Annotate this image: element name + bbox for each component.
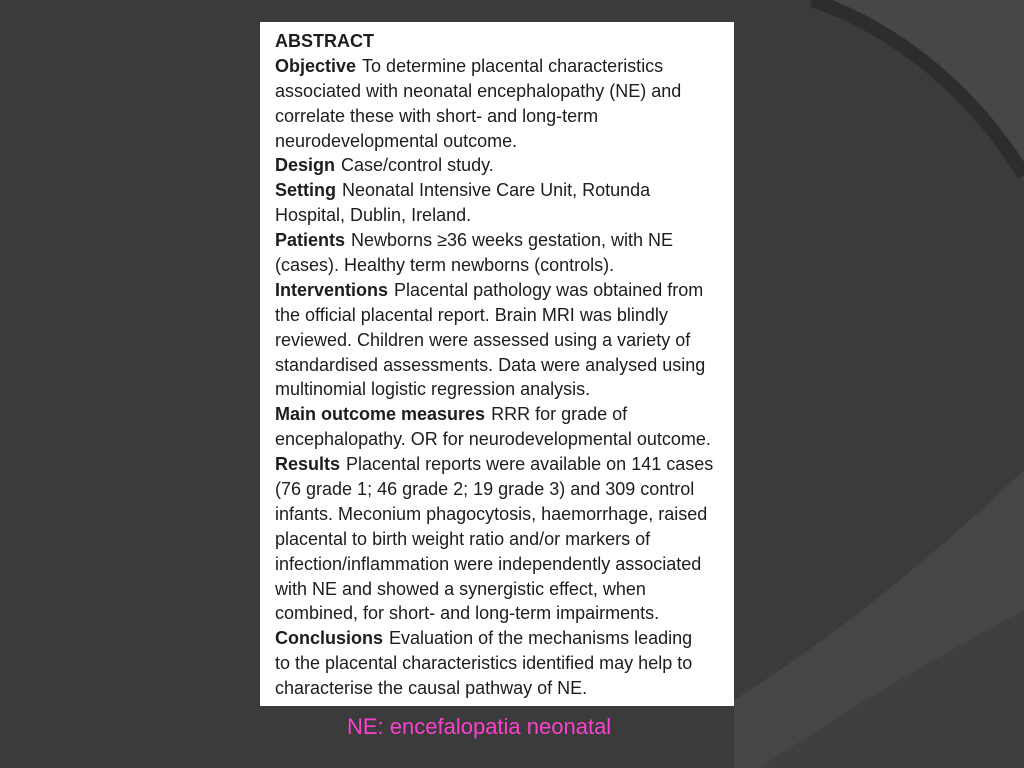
abstract-line: encephalopathy. OR for neurodevelopmental outcome. (275, 429, 711, 450)
abstract-line: neurodevelopmental outcome. (275, 130, 518, 151)
abstract-line: placental to birth weight ratio and/or markers of (275, 528, 651, 549)
section-text: Placental reports were available on 141 cases (346, 454, 714, 475)
section-text: Evaluation of the mechanisms leading (389, 628, 693, 649)
abstract-line: standardised assessments. Data were analysed using (275, 354, 706, 375)
section-label: Results (275, 454, 341, 475)
abstract-line: correlate these with short- and long-term (275, 105, 599, 126)
section-text: Case/control study. (341, 155, 494, 176)
abstract-line: (cases). Healthy term newborns (controls). (275, 255, 615, 276)
section-setting (275, 178, 734, 228)
section-text: RRR for grade of (491, 404, 628, 425)
section-label: Design (275, 155, 336, 176)
section-label: Main outcome measures (275, 404, 486, 425)
section-label: Patients (275, 230, 346, 251)
section-results (275, 452, 734, 626)
abstract-line (275, 228, 734, 253)
abstract-line: reviewed. Children were assessed using a variety of (275, 329, 691, 350)
slide-caption: NE: encefalopatia neonatal (347, 714, 612, 739)
section-interventions (275, 278, 734, 402)
section-main-outcome-measures (275, 402, 734, 452)
abstract-line (275, 626, 734, 651)
section-label: Interventions (275, 279, 389, 300)
section-label: Objective (275, 55, 357, 76)
abstract-line (275, 452, 734, 477)
abstract-line: with NE and showed a synergistic effect, when (275, 578, 646, 599)
abstract-heading: ABSTRACT (275, 31, 374, 51)
section-label: Setting (275, 180, 336, 201)
abstract-line: the official placental report. Brain MRI was blindly (275, 304, 668, 325)
abstract-line: multinomial logistic regression analysis. (275, 379, 591, 400)
section-patients (275, 228, 734, 278)
abstract-line (275, 278, 734, 303)
section-design (275, 153, 734, 178)
section-objective (275, 54, 734, 154)
abstract-line (275, 153, 734, 178)
section-label: Conclusions (275, 628, 384, 649)
abstract-line: to the placental characteristics identified may help to (275, 653, 693, 674)
abstract-line: combined, for short- and long-term impairments. (275, 603, 660, 624)
abstract-line: Hospital, Dublin, Ireland. (275, 205, 472, 226)
abstract-line (275, 178, 734, 203)
abstract-line: associated with neonatal encephalopathy (NE) and (275, 80, 682, 101)
abstract-line (275, 402, 734, 427)
section-conclusions (275, 626, 734, 701)
abstract-line: infection/inflammation were independently associated (275, 553, 702, 574)
section-text: Neonatal Intensive Care Unit, Rotunda (342, 180, 651, 201)
section-text: Placental pathology was obtained from (394, 279, 704, 300)
abstract-line: characterise the causal pathway of NE. (275, 678, 588, 699)
abstract-box (260, 22, 734, 706)
abstract-line (275, 54, 734, 79)
section-text: To determine placental characteristics (362, 55, 664, 76)
abstract-line: infants. Meconium phagocytosis, haemorrhage, raised (275, 503, 708, 524)
section-text: Newborns ≥36 weeks gestation, with NE (351, 230, 674, 251)
abstract-line: (76 grade 1; 46 grade 2; 19 grade 3) and 309 control (275, 479, 695, 500)
